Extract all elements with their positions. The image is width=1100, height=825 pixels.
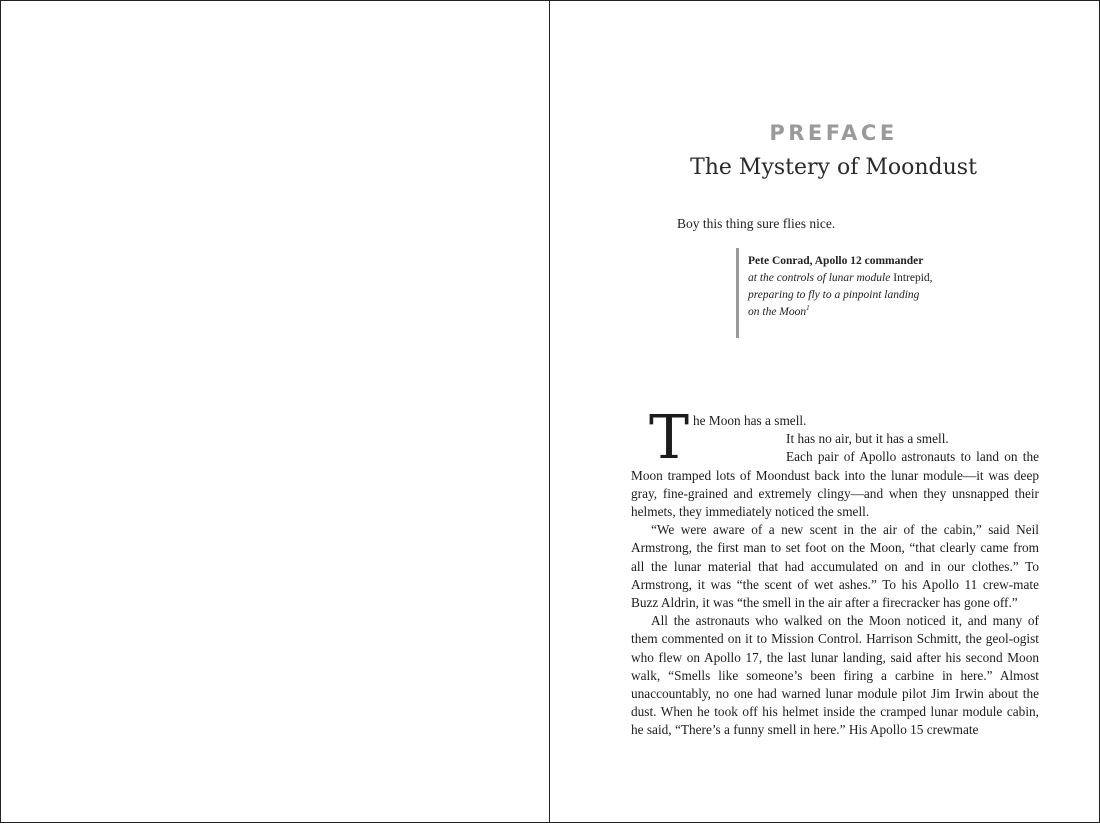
epigraph-attribution (736, 248, 966, 338)
attribution-context-text: on the Moon (748, 306, 807, 318)
drop-cap: T (649, 403, 690, 473)
attribution-context-text: at the controls of lunar module (748, 272, 891, 284)
paragraph-text: he Moon has a smell. (693, 413, 807, 428)
attribution-context-line (748, 270, 966, 287)
chapter-label: PREFACE (769, 121, 898, 145)
attribution-ship-name: Intrepid, (893, 272, 933, 284)
body-paragraph: All the astronauts who walked on the Moon noticed it, and many of them commented on it to Mission Control. Harrison Schmitt, the geol-ogist who flew on Apollo 17, the last lunar landing, said after his second Moon walk, “Smells like someone’s been firing a carbine in here.” Almost unaccountably, no one had warned lunar module pilot Jim Irwin about the dust. When he took off his helmet inside the cramped lunar module cabin, he said, “There’s a funny smell in here.” His Apollo 15 crewmate (631, 613, 1039, 738)
body-paragraph: “We were aware of a new scent in the air of the cabin,” said Neil Armstrong, the first man to set foot on the Moon, “that clearly came from all the lunar material that had accumulated on and in our clothes.” To Armstrong, it was “the scent of wet ashes.” To his Apollo 11 crew-mate Buzz Aldrin, it was “the smell in the air after a firecracker has gone off.” (631, 522, 1039, 611)
body-paragraph: It has no air, but it has a smell. (786, 431, 949, 447)
right-page (549, 0, 1100, 823)
attribution-speaker: Pete Conrad, Apollo 12 commander (748, 255, 924, 267)
attribution-context-line: preparing to fly to a pinpoint landing (748, 289, 920, 301)
chapter-body (631, 403, 1039, 740)
epigraph-quote: Boy this thing sure flies nice. (677, 216, 836, 231)
attribution-context-line (748, 304, 966, 321)
footnote-marker: 1 (806, 304, 810, 313)
left-page-blank (0, 0, 551, 823)
body-paragraph: Each pair of Apollo astronauts to land on the Moon tramped lots of Moondust back into the lunar module—it was deep gray, fine-grained and extremely clingy—and when they unsnapped their helmets, they immediately noticed the smell. (631, 449, 1039, 520)
chapter-title: The Mystery of Moondust (690, 155, 977, 180)
